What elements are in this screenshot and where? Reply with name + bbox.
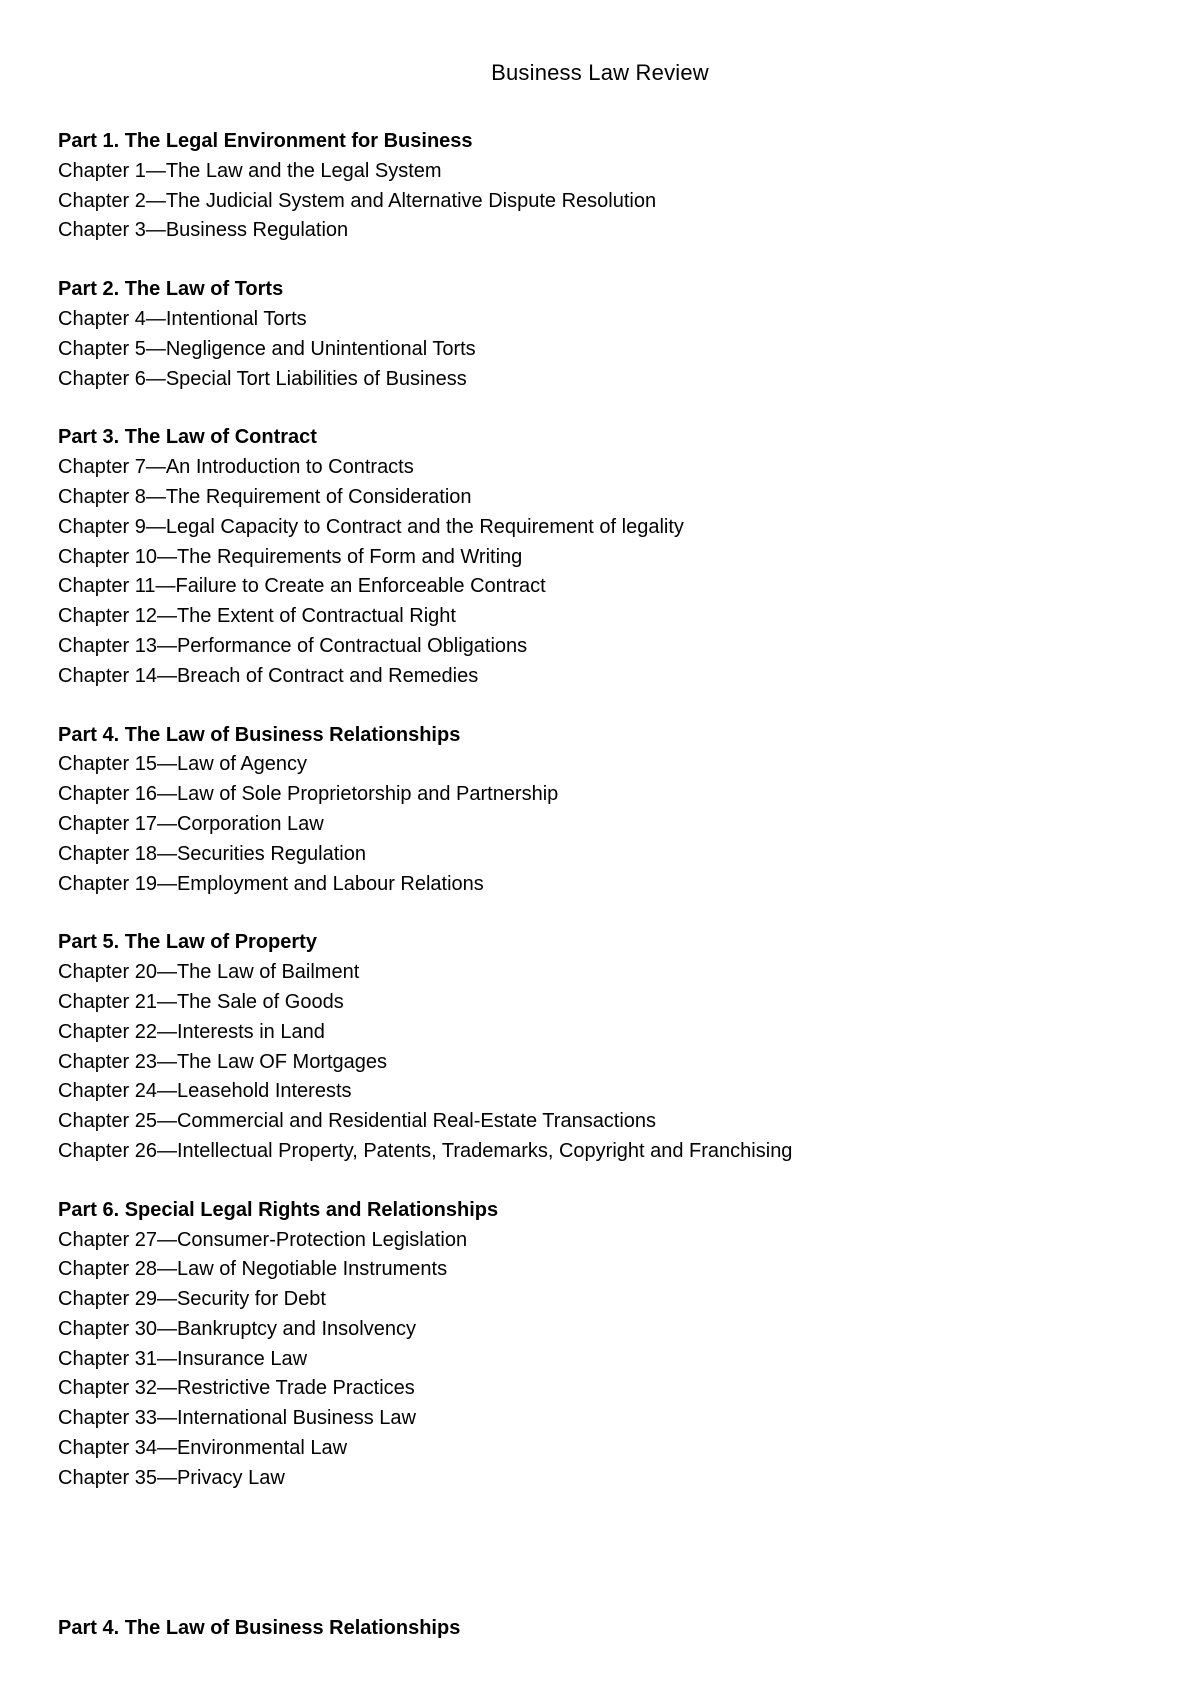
part-section xyxy=(58,423,1158,691)
chapter-item: Chapter 30—Bankruptcy and Insolvency xyxy=(58,1317,416,1340)
chapter-item: Chapter 26—Intellectual Property, Patents, Trademarks, Copyright and Franchising xyxy=(58,1139,793,1162)
chapter-item: Chapter 32—Restrictive Trade Practices xyxy=(58,1377,415,1400)
chapter-item: Chapter 27—Consumer-Protection Legislation xyxy=(58,1228,468,1251)
table-of-contents xyxy=(58,127,1158,1523)
chapter-item: Chapter 2—The Judicial System and Alternative Dispute Resolution xyxy=(58,189,657,212)
chapter-item: Chapter 20—The Law of Bailment xyxy=(58,961,360,984)
part-section xyxy=(58,275,1158,394)
chapter-item: Chapter 29—Security for Debt xyxy=(58,1288,326,1311)
chapter-item: Chapter 3—Business Regulation xyxy=(58,219,349,242)
chapter-item: Chapter 8—The Requirement of Consideration xyxy=(58,485,472,508)
document-title: Business Law Review xyxy=(491,60,709,85)
chapter-item: Chapter 31—Insurance Law xyxy=(58,1347,308,1370)
part-title: Part 5. The Law of Property xyxy=(58,931,317,954)
chapter-item: Chapter 23—The Law OF Mortgages xyxy=(58,1050,388,1073)
chapter-item: Chapter 21—The Sale of Goods xyxy=(58,990,344,1013)
chapter-item: Chapter 25—Commercial and Residential Real-Estate Transactions xyxy=(58,1110,657,1133)
part-title: Part 3. The Law of Contract xyxy=(58,426,317,449)
part-section xyxy=(58,721,1158,900)
chapter-item: Chapter 13—Performance of Contractual Obligations xyxy=(58,634,528,657)
chapter-item: Chapter 12—The Extent of Contractual Right xyxy=(58,605,456,628)
chapter-item: Chapter 18—Securities Regulation xyxy=(58,842,366,865)
trailing-part-heading: Part 4. The Law of Business Relationships xyxy=(58,1617,461,1639)
chapter-item: Chapter 9—Legal Capacity to Contract and the Requirement of legality xyxy=(58,515,684,538)
chapter-item: Chapter 4—Intentional Torts xyxy=(58,307,307,330)
part-title: Part 2. The Law of Torts xyxy=(58,278,284,301)
chapter-item: Chapter 11—Failure to Create an Enforceable Contract xyxy=(58,575,546,598)
part-title: Part 4. The Law of Business Relationships xyxy=(58,723,461,746)
chapter-item: Chapter 35—Privacy Law xyxy=(58,1466,285,1489)
chapter-item: Chapter 10—The Requirements of Form and Writing xyxy=(58,545,523,568)
chapter-item: Chapter 16—Law of Sole Proprietorship and Partnership xyxy=(58,783,559,806)
part-title: Part 6. Special Legal Rights and Relationships xyxy=(58,1198,499,1221)
chapter-item: Chapter 28—Law of Negotiable Instruments xyxy=(58,1258,448,1281)
chapter-item: Chapter 19—Employment and Labour Relations xyxy=(58,872,484,895)
chapter-item: Chapter 1—The Law and the Legal System xyxy=(58,159,442,182)
chapter-item: Chapter 33—International Business Law xyxy=(58,1407,416,1430)
chapter-item: Chapter 17—Corporation Law xyxy=(58,812,324,835)
part-title: Part 1. The Legal Environment for Business xyxy=(58,130,473,152)
part-section xyxy=(58,127,1158,246)
chapter-item: Chapter 5—Negligence and Unintentional Torts xyxy=(58,337,476,360)
chapter-item: Chapter 7—An Introduction to Contracts xyxy=(58,456,414,479)
chapter-item: Chapter 24—Leasehold Interests xyxy=(58,1080,352,1103)
chapter-item: Chapter 34—Environmental Law xyxy=(58,1437,348,1460)
part-section xyxy=(58,928,1158,1166)
part-section xyxy=(58,1196,1158,1494)
chapter-item: Chapter 14—Breach of Contract and Remedies xyxy=(58,664,479,687)
chapter-item: Chapter 6—Special Tort Liabilities of Business xyxy=(58,367,467,390)
chapter-item: Chapter 15—Law of Agency xyxy=(58,753,308,776)
chapter-item: Chapter 22—Interests in Land xyxy=(58,1020,325,1043)
